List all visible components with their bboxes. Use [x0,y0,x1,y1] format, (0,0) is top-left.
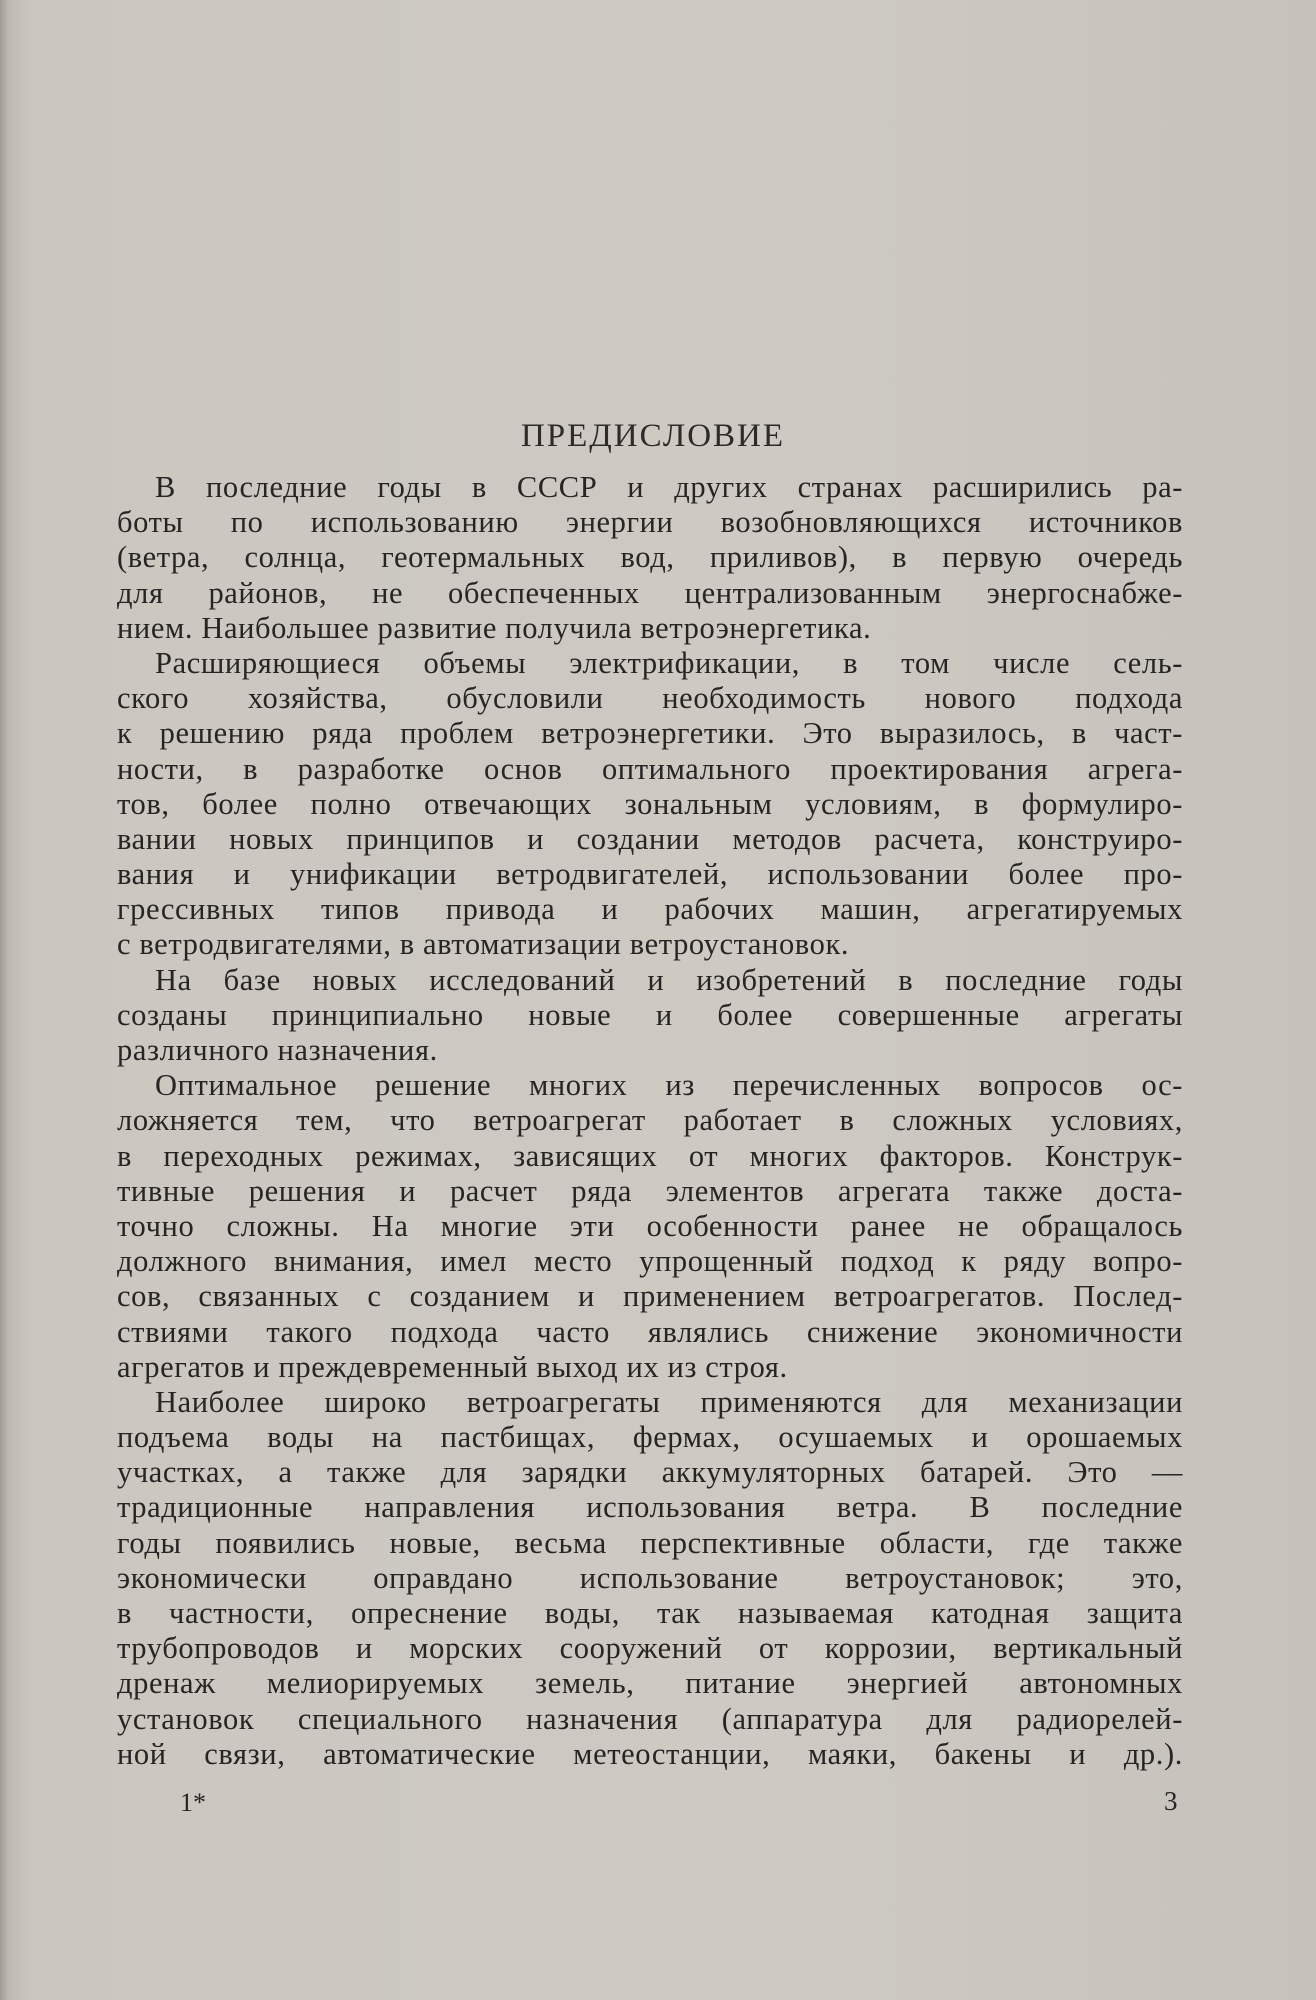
text-line: с ветродвигателями, в автоматизации ветроустановок. [117,927,850,962]
text-line: подъема воды на пастбищах, фермах, осушаемых и орошаемых [117,1420,1183,1455]
text-line: для районов, не обеспеченных централизованным энергоснабже- [117,575,1183,610]
text-line: ной связи, автоматические метеостанции, маяки, бакены и др.). [117,1736,1183,1771]
text-line: тивные решения и расчет ряда элементов агрегата также доста- [117,1173,1183,1208]
text-line: различного назначения. [117,1033,438,1067]
text-line: в переходных режимах, зависящих от многих факторов. Конструк- [117,1138,1183,1173]
text-line: традиционные направления использования ветра. В последние [117,1490,1183,1525]
page-title: ПРЕДИСЛОВИЕ [520,418,786,454]
page-number: 3 [1164,1786,1178,1816]
text-line: тов, более полно отвечающих зональным условиям, в формулиро- [117,786,1183,821]
text-line: экономически оправдано использование ветроустановок; это, [117,1560,1183,1595]
text-line: установок специального назначения (аппаратура для радиорелей- [117,1701,1183,1736]
body-text [117,470,1183,1772]
text-line: В последние годы в СССР и других странах расширились ра- [155,470,1183,504]
paragraph [117,1385,1183,1772]
text-line: агрегатов и преждевременный выход их из строя. [117,1349,788,1384]
text-line: трубопроводов и морских сооружений от коррозии, вертикальный [117,1631,1183,1666]
text-line: ложняется тем, что ветроагрегат работает в сложных условиях, [117,1103,1183,1138]
text-line: ствиями такого подхода часто являлись снижение экономичности [117,1314,1183,1349]
text-line: ности, в разработке основ оптимального проектирования агрега- [117,751,1183,786]
text-line: нием. Наибольшее развитие получила ветроэнергетика. [117,610,872,645]
text-line: дренаж мелиорируемых земель, питание энергией автономных [117,1666,1183,1701]
text-line: вания и унификации ветродвигателей, использовании более про- [117,857,1183,892]
text-line: На базе новых исследований и изобретений в последние годы [155,962,1183,997]
paragraph [117,646,1183,963]
text-line: созданы принципиально новые и более совершенные агрегаты [117,997,1183,1032]
text-line: Наиболее широко ветроагрегаты применяются для механизации [155,1384,1183,1419]
paragraph [117,963,1183,1069]
text-line: точно сложны. На многие эти особенности ранее не обращалось [117,1208,1183,1243]
text-line: участках, а также для зарядки аккумуляторных батарей. Это — [117,1455,1183,1490]
text-line: вании новых принципов и создании методов расчета, конструиро- [117,821,1183,856]
paragraph [117,470,1183,646]
text-line: годы появились новые, весьма перспективные области, где также [117,1525,1183,1560]
text-line: (ветра, солнца, геотермальных вод, приливов), в первую очередь [117,540,1183,575]
text-line: в частности, опреснение воды, так называемая катодная защита [117,1596,1183,1630]
text-line: к решению ряда проблем ветроэнергетики. Это выразилось, в част- [117,716,1183,751]
text-line: сов, связанных с созданием и применением ветроагрегатов. Послед- [117,1279,1183,1314]
paragraph [117,1068,1183,1385]
text-line: грессивных типов привода и рабочих машин, агрегатируемых [117,892,1183,927]
text-line: должного внимания, имел место упрощенный подход к ряду вопро- [117,1244,1183,1279]
text-line: Оптимальное решение многих из перечисленных вопросов ос- [155,1068,1183,1103]
text-line: Расширяющиеся объемы электрификации, в том числе сель- [155,645,1183,680]
text-line: боты по использованию энергии возобновляющихся источников [117,505,1183,540]
text-line: ского хозяйства, обусловили необходимость нового подхода [117,681,1183,716]
signature-mark: 1* [180,1788,206,1817]
